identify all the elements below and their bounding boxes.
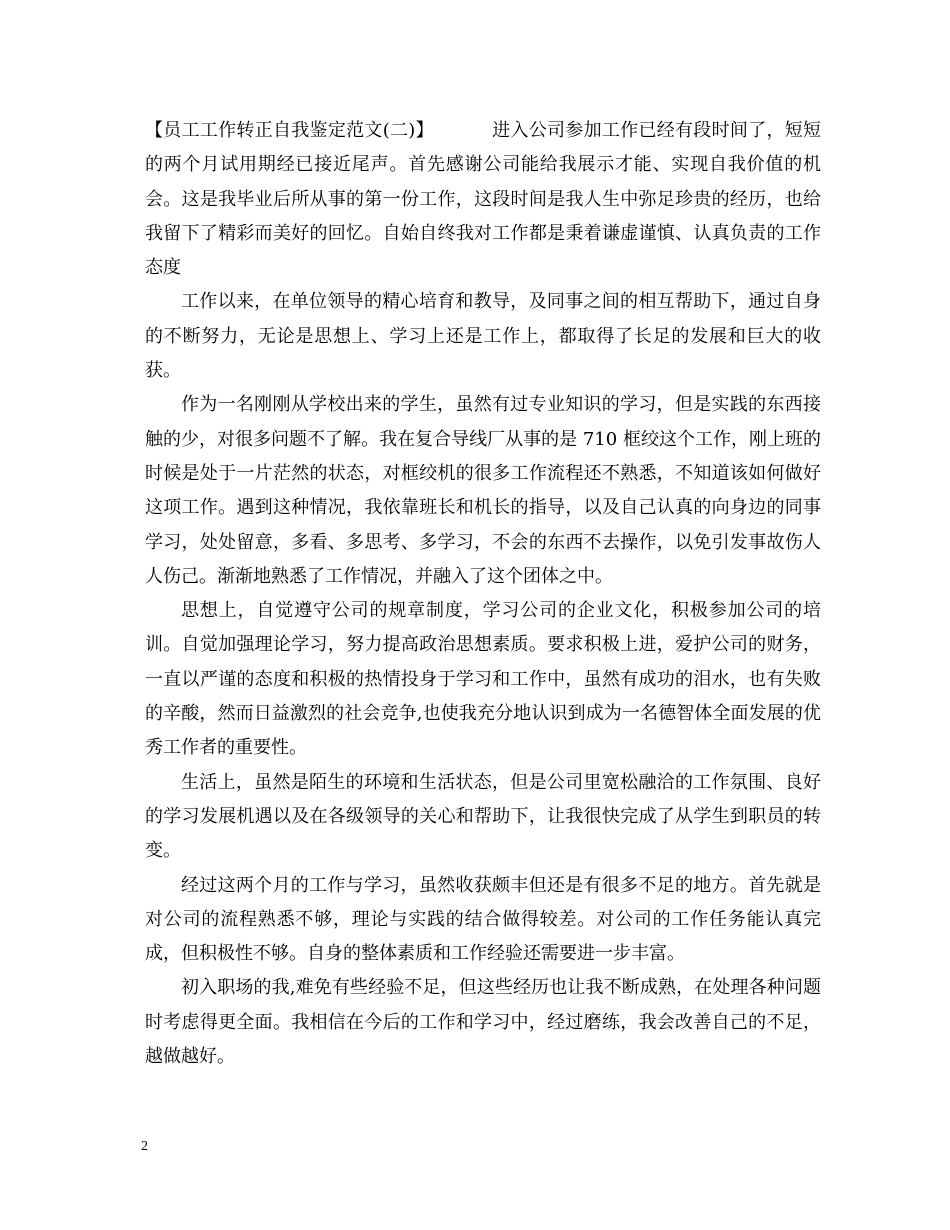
paragraph-4: 思想上，自觉遵守公司的规章制度，学习公司的企业文化，积极参加公司的培训。自觉加强理论学习，努力提高政治思想素质。要求积极上进，爱护公司的财务，一直以严谨的态度和积极的热情投身于学习和工作中，虽然有成功的泪水，也有失败的辛酸，然而日益激烈的社会竞争,也使我充分地认识到成为一名德智体全面发展的优秀工作者的重要性。 xyxy=(145,600,821,759)
paragraph-1-text: 进入公司参加工作已经有段时间了，短短的两个月试用期经已接近尾声。首先感谢公司能给我展示才能、实现自我价值的机会。这是我毕业后所从事的第一份工作，这段时间是我人生中弥足珍贵的经历，也给我留下了精彩而美好的回忆。自始自终我对工作都是秉着谦虚谨慎、认真负责的工作态度 xyxy=(145,120,822,279)
page-number: 2 xyxy=(141,1139,148,1154)
document-body xyxy=(145,114,821,1074)
paragraph-7: 初入职场的我,难免有些经验不足，但这些经历也让我不断成熟，在处理各种问题时考虑得更全面。我相信在今后的工作和学习中，经过磨练，我会改善自己的不足，越做越好。 xyxy=(145,977,821,1068)
paragraph-1 xyxy=(145,114,821,285)
document-heading: 【员工工作转正自我鉴定范文(二)】 xyxy=(145,120,434,141)
paragraph-3: 作为一名刚刚从学校出来的学生，虽然有过专业知识的学习，但是实践的东西接触的少，对很多问题不了解。我在复合导线厂从事的是 710 框绞这个工作，刚上班的时候是处于一片茫然的状态，对框绞机的很多工作流程还不熟悉，不知道该如何做好这项工作。遇到这种情况，我依靠班长和机长的指导，以及自己认真的向身边的同事学习，处处留意，多看、多思考、多学习，不会的东西不去操作，以免引发事故伤人人伤己。渐渐地熟悉了工作情况，并融入了这个团体之中。 xyxy=(145,394,821,587)
paragraph-6: 经过这两个月的工作与学习，虽然收获颇丰但还是有很多不足的地方。首先就是对公司的流程熟悉不够，理论与实践的结合做得较差。对公司的工作任务能认真完成，但积极性不够。自身的整体素质和工作经验还需要进一步丰富。 xyxy=(145,874,821,965)
paragraph-2: 工作以来，在单位领导的精心培育和教导，及同事之间的相互帮助下，通过自身的不断努力，无论是思想上、学习上还是工作上，都取得了长足的发展和巨大的收获。 xyxy=(145,291,821,382)
paragraph-5: 生活上，虽然是陌生的环境和生活状态，但是公司里宽松融洽的工作氛围、良好的学习发展机遇以及在各级领导的关心和帮助下，让我很快完成了从学生到职员的转变。 xyxy=(145,771,821,862)
